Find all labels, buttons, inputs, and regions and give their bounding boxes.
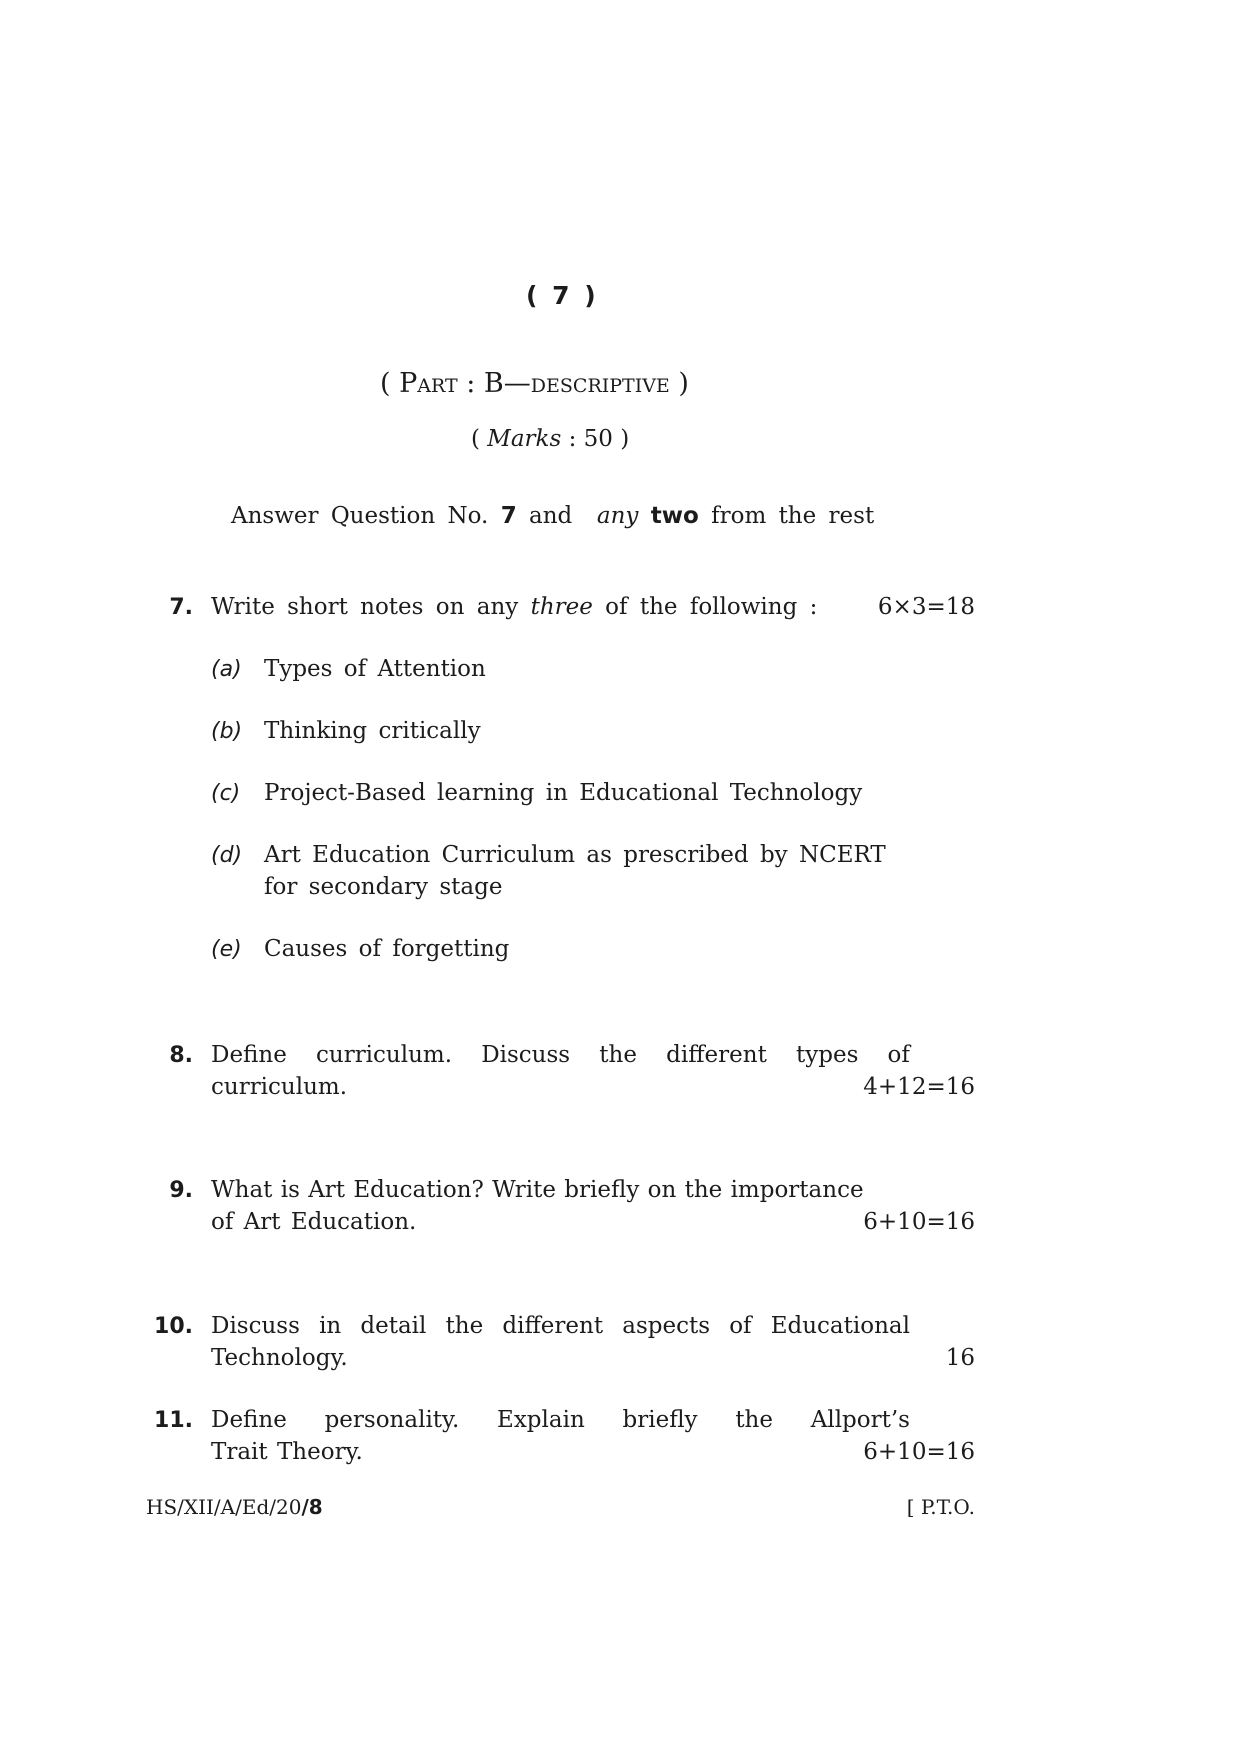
question-7-text: Write short notes on any three of the following :: [211, 594, 818, 620]
question-10-marks: 16: [945, 1345, 975, 1371]
q7-item-d-text: Art Education Curriculum as prescribed by NCERT: [264, 842, 886, 868]
question-10-line2: Technology.: [211, 1345, 348, 1371]
q7-item-d-text-line2: for secondary stage: [264, 874, 503, 900]
question-number-10: 10.: [154, 1314, 193, 1339]
question-11-line1: Define personality. Explain briefly the Allport’s: [211, 1407, 910, 1433]
instruction: Answer Question No. 7 and any two from the rest: [231, 503, 875, 529]
question-number-7: 7.: [169, 595, 193, 620]
question-10-line1: Discuss in detail the different aspects of Educational: [211, 1313, 910, 1339]
pto-label: [ P.T.O.: [906, 1495, 975, 1519]
marks-heading: ( Marks : 50 ): [471, 426, 630, 452]
question-8-line1: Define curriculum. Discuss the different types of: [211, 1042, 910, 1068]
q7-item-d-label: (d): [211, 843, 243, 868]
q7-item-e-text: Causes of forgetting: [264, 936, 510, 962]
q7-item-e-label: (e): [211, 937, 242, 962]
q7-item-c-label: (c): [211, 781, 241, 806]
q7-item-a-label: (a): [211, 657, 242, 682]
paper-code: HS/XII/A/Ed/20/8: [146, 1495, 323, 1519]
q7-item-b-label: (b): [211, 719, 243, 744]
descriptive-label: descriptive: [530, 368, 670, 399]
part-title: ( Part : B—descriptive ): [380, 368, 689, 399]
question-number-11: 11.: [154, 1408, 193, 1433]
question-9-line1: What is Art Education? Write briefly on the importance: [211, 1177, 864, 1203]
page-number: ( 7 ): [526, 281, 596, 310]
question-8-marks: 4+12=16: [863, 1074, 975, 1100]
question-7-marks: 6×3=18: [877, 594, 975, 620]
question-11-line2: Trait Theory.: [211, 1439, 363, 1465]
part-label: Part: [399, 368, 458, 399]
question-8-line2: curriculum.: [211, 1074, 348, 1100]
q7-item-a-text: Types of Attention: [264, 656, 486, 682]
question-11-marks: 6+10=16: [863, 1439, 975, 1465]
q7-item-c-text: Project-Based learning in Educational Technology: [264, 780, 863, 806]
question-number-9: 9.: [169, 1178, 193, 1203]
question-9-line2: of Art Education.: [211, 1209, 417, 1235]
q7-item-b-text: Thinking critically: [264, 718, 481, 744]
question-number-8: 8.: [169, 1043, 193, 1068]
question-9-marks: 6+10=16: [863, 1209, 975, 1235]
